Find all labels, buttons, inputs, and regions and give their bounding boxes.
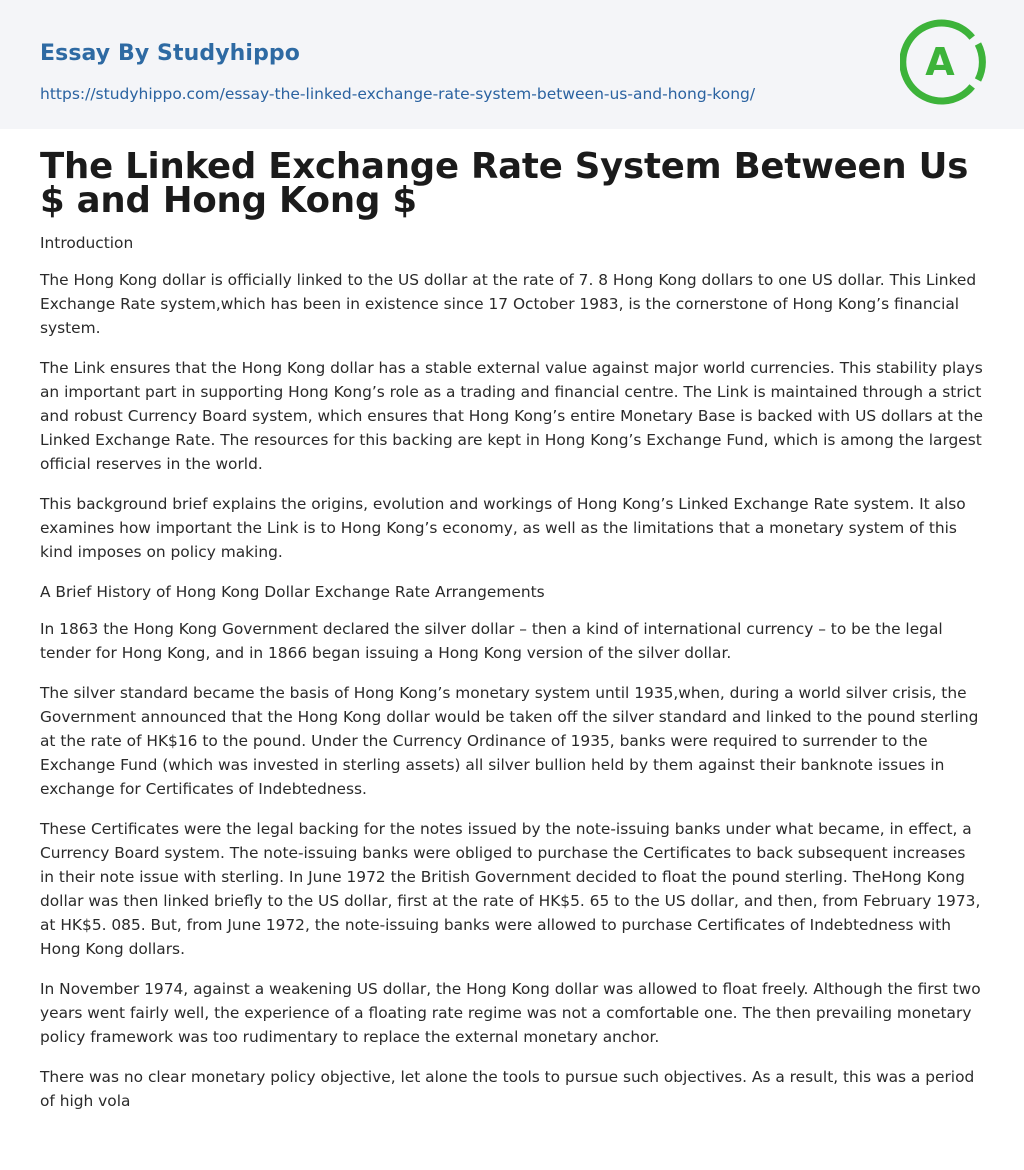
paragraph: In November 1974, against a weakening US dollar, the Hong Kong dollar was allowed to float freely. Although the first two years went fairly well, the experience of a floating rate regime was not a comfortable one. The then prevailing monetary policy framework was too rudimentary to replace the external monetary anchor. xyxy=(40,980,981,1046)
paragraph: This background brief explains the origins, evolution and workings of Hong Kong’s Linked Exchange Rate system. It also examines how important the Link is to Hong Kong’s economy, as well as the limitations that a monetary system of this kind imposes on policy making. xyxy=(40,495,966,561)
article-title: The Linked Exchange Rate System Between Us $ and Hong Kong $ xyxy=(40,146,969,221)
logo-ring-tail xyxy=(978,44,982,80)
site-brand[interactable]: Essay By Studyhippo xyxy=(40,41,300,66)
paragraph: These Certificates were the legal backing for the notes issued by the note-issuing banks under what became, in effect, a Currency Board system. The note-issuing banks were obliged to purchase the Certificates to back subsequent increases in their note issue with sterling. In June 1972 the British Government decided to float the pound sterling. TheHong Kong dollar was then linked briefly to the US dollar, first at the rate of HK$5. 65 to the US dollar, and then, from February 1973, at HK$5. 085. But, from June 1972, the note-issuing banks were allowed to purchase Certificates of Indebtedness with Hong Kong dollars. xyxy=(40,820,981,958)
paragraph: In 1863 the Hong Kong Government declared the silver dollar – then a kind of international currency – to be the legal tender for Hong Kong, and in 1866 began issuing a Hong Kong version of the silver dollar. xyxy=(40,620,943,662)
essay-url-link[interactable]: https://studyhippo.com/essay-the-linked-exchange-rate-system-between-us-and-hong-kong/ xyxy=(40,85,756,103)
history-heading: A Brief History of Hong Kong Dollar Exchange Rate Arrangements xyxy=(40,583,545,601)
logo-letter: A xyxy=(925,40,955,84)
paragraph: There was no clear monetary policy objective, let alone the tools to pursue such objectives. As a result, this was a period of high vola xyxy=(40,1068,975,1110)
site-header xyxy=(0,0,1024,129)
article xyxy=(0,129,1024,1113)
studyhippo-logo-icon[interactable] xyxy=(900,18,988,106)
paragraph: The Link ensures that the Hong Kong dollar has a stable external value against major world currencies. This stability plays an important part in supporting Hong Kong’s role as a trading and financial centre. The Link is maintained through a strict and robust Currency Board system, which ensures that Hong Kong’s entire Monetary Base is backed with US dollars at the Linked Exchange Rate. The resources for this backing are kept in Hong Kong’s Exchange Fund, which is among the largest official reserves in the world. xyxy=(40,359,984,473)
paragraph: The Hong Kong dollar is officially linked to the US dollar at the rate of 7. 8 Hong Kong dollars to one US dollar. This Linked Exchange Rate system,which has been in existence since 17 October 1983, is the cornerstone of Hong Kong’s financial system. xyxy=(40,271,977,337)
paragraph: The silver standard became the basis of Hong Kong’s monetary system until 1935,when, during a world silver crisis, the Government announced that the Hong Kong dollar would be taken off the silver standard and linked to the pound sterling at the rate of HK$16 to the pound. Under the Currency Ordinance of 1935, banks were required to surrender to the Exchange Fund (which was invested in sterling assets) all silver bullion held by them against their banknote issues in exchange for Certificates of Indebtedness. xyxy=(40,684,979,798)
intro-heading: Introduction xyxy=(40,234,134,252)
